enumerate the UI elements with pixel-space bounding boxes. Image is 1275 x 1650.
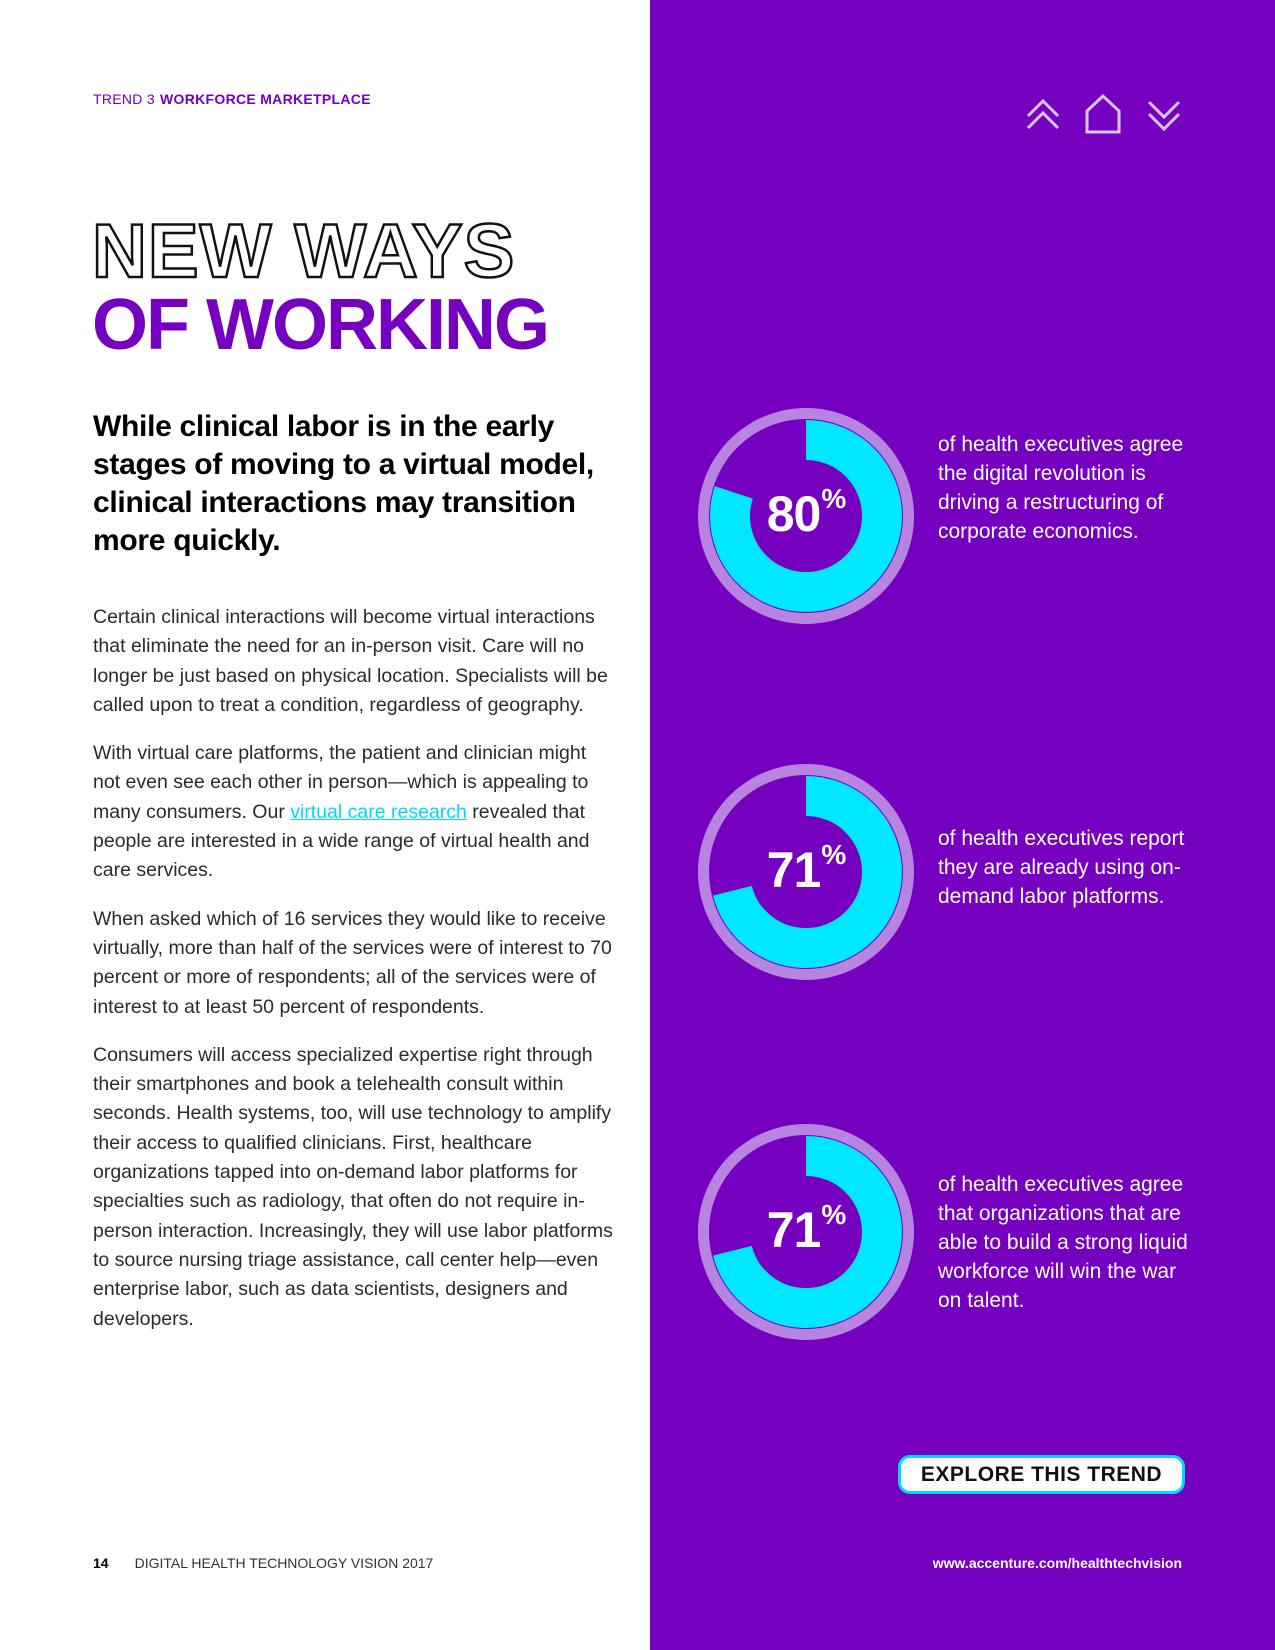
footer-url[interactable]: www.accenture.com/healthtechvision [932,1555,1182,1571]
stat-3-description: of health executives agree that organizations that are able to build a strong liquid workforce will win the war on talent. [938,1173,1188,1312]
double-chevron-down-icon[interactable] [1141,92,1187,138]
trend-name: WORKFORCE MARKETPLACE [160,91,371,107]
trend-number: TREND 3 [93,91,155,107]
headline-line-2: OF WORKING [92,285,548,365]
body-paragraph-2 [93,739,613,885]
stat-1 [698,408,1218,628]
breadcrumb [93,91,371,107]
lede-paragraph: While clinical labor is in the early stages of moving to a virtual model, clinical interactions may transition more quickly. [93,410,594,557]
body-paragraph-2-end: revealed that people are interested in a wide range of virtual health and care services. [93,800,590,882]
stat-2-percent-sign: % [821,839,846,870]
body-paragraph-3: When asked which of 16 services they would like to receive virtually, more than half of the services were of interest to 70 percent or more of respondents; all of the services were of interest to at least 50 percent of respondents. [93,907,612,1018]
stat-2-description: of health executives report they are already using on-demand labor platforms. [938,827,1185,908]
page-navigation [1020,92,1185,138]
stat-3-number: 71 [766,1202,821,1258]
body-paragraph-1: Certain clinical interactions will become virtual interactions that eliminate the need for an in-person visit. Care will no longer be just based on physical location. Specialists will be called upon to treat a condition, regardless of geography. [93,606,608,716]
publication-title: DIGITAL HEALTH TECHNOLOGY VISION 2017 [134,1555,434,1571]
stat-3-percent-sign: % [821,1199,846,1230]
explore-trend-button[interactable]: EXPLORE THIS TREND [898,1455,1185,1494]
stat-2-number: 71 [766,842,821,898]
page-number: 14 [93,1555,109,1571]
stat-1-percent-sign: % [821,483,846,514]
body-text [93,603,613,1353]
stat-1-number: 80 [766,486,821,542]
stat-2-percent [698,841,914,899]
body-paragraph-2-start: With virtual care platforms, the patient and clinician might not even see each other in person—which is appealing to many consumers. Our [93,742,589,823]
stat-1-description: of health executives agree the digital revolution is driving a restructuring of corporate economics. [938,433,1184,543]
stat-2 [698,764,1218,984]
footer-left [93,1555,433,1571]
stat-1-percent [698,485,914,543]
headline-line-1: NEW WAYS [92,209,516,294]
virtual-care-research-link[interactable]: virtual care research [290,800,467,823]
home-icon[interactable] [1080,92,1126,138]
stat-3 [698,1124,1218,1344]
body-paragraph-4: Consumers will access specialized expertise right through their smartphones and book a telehealth consult within seconds. Health systems, too, will use technology to amplify their access to qualified clinicians. First, healthcare organizations tapped into on-demand labor platforms for specialties such as radiology, that often do not require in-person interaction. Increasingly, they will use labor platforms to source nursing triage assistance, call center help—even enterprise labor, such as data scientists, designers and developers. [93,1043,613,1330]
double-chevron-up-icon[interactable] [1020,92,1066,138]
stat-3-percent [698,1201,914,1259]
